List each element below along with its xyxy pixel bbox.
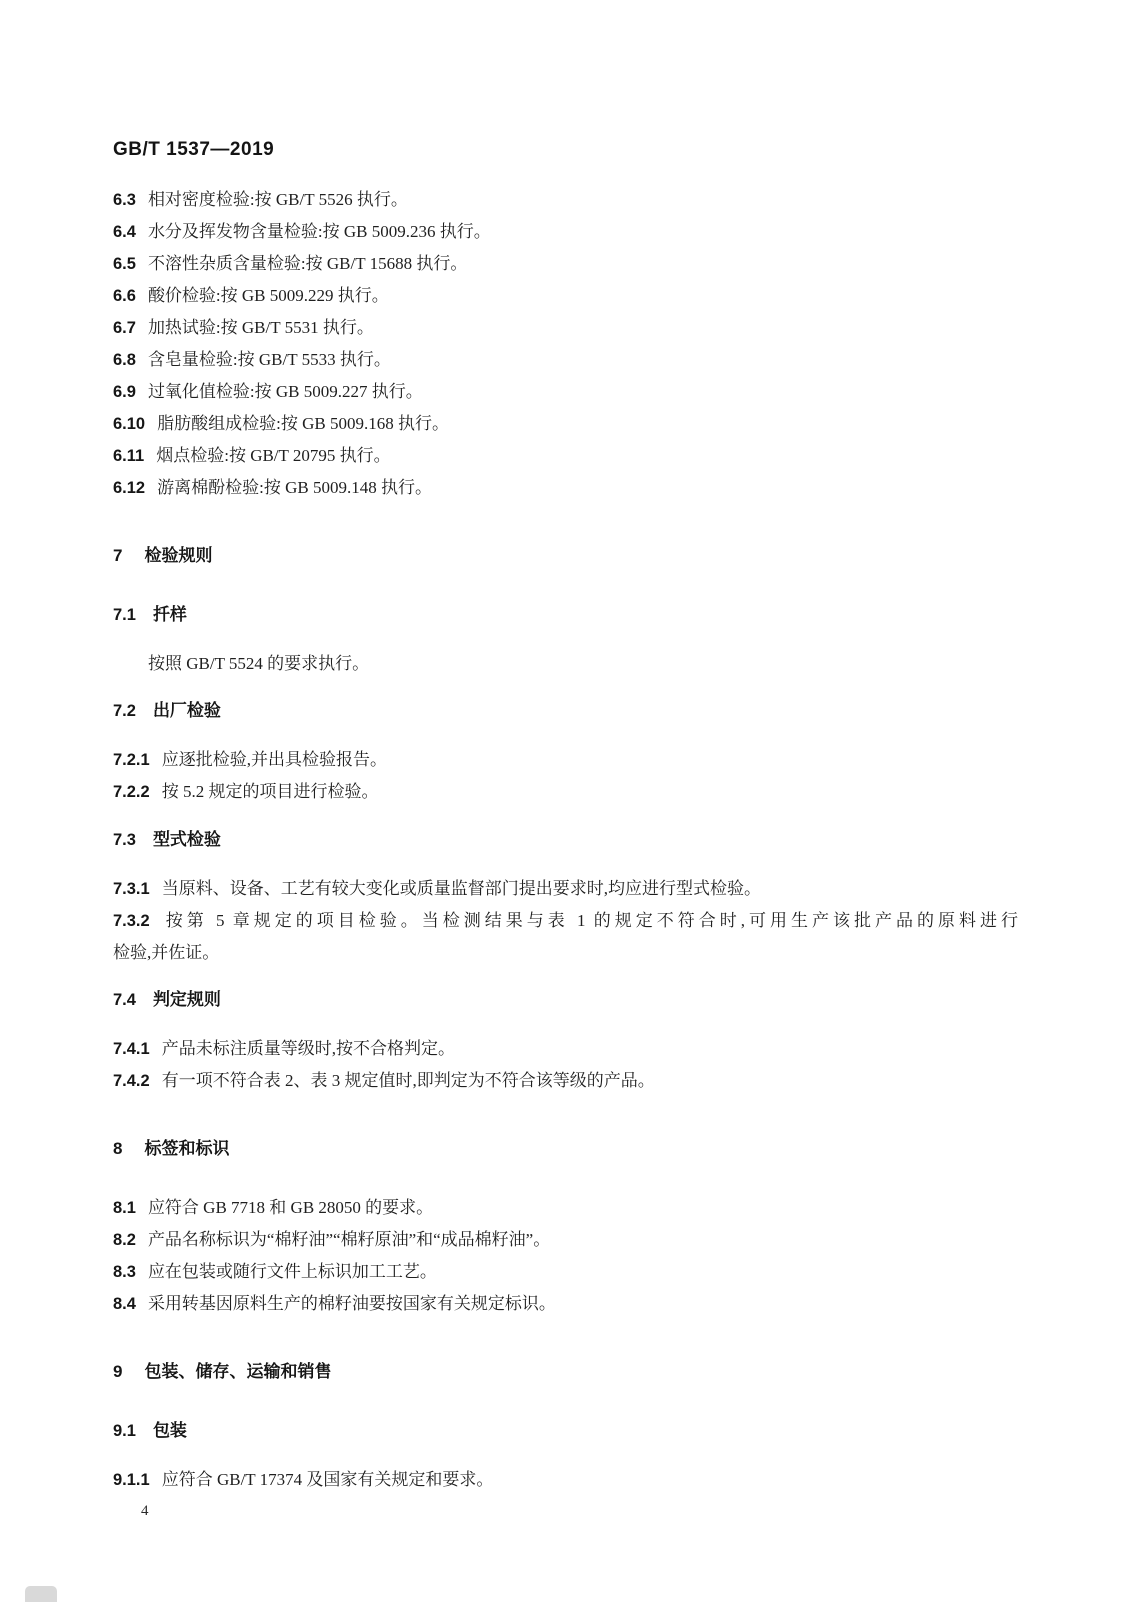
clause-number: 6.11 <box>113 447 145 465</box>
clause-text: 脂肪酸组成检验:按 GB 5009.168 执行。 <box>157 414 449 433</box>
clause-number: 8.2 <box>113 1231 136 1249</box>
clause-8-4 <box>113 1288 1018 1320</box>
clause-text: 检验规则 <box>144 546 213 565</box>
clause-number: 9.1 <box>113 1422 136 1440</box>
clause-text: 出厂检验 <box>152 701 221 720</box>
clause-number: 7.2.1 <box>113 751 150 769</box>
clause-number: 6.8 <box>113 351 136 369</box>
subsection-heading-7-3 <box>113 824 1018 856</box>
clause-number: 8.3 <box>113 1263 136 1281</box>
clause-text: 应在包装或随行文件上标识加工工艺。 <box>147 1262 437 1281</box>
clause-number: 9 <box>113 1362 123 1381</box>
clause-6-9 <box>113 376 1018 408</box>
clause-text: 按照 GB/T 5524 的要求执行。 <box>148 654 370 673</box>
subsection-heading-7-4 <box>113 984 1018 1016</box>
clause-number: 7.3.1 <box>113 880 150 898</box>
clause-text: 产品名称标识为“棉籽油”“棉籽原油”和“成品棉籽油”。 <box>147 1230 551 1249</box>
clause-text: 包装、储存、运输和销售 <box>144 1362 332 1381</box>
clause-text: 应符合 GB/T 17374 及国家有关规定和要求。 <box>161 1470 494 1489</box>
subsection-heading-9-1 <box>113 1415 1018 1447</box>
clause-number: 7.2.2 <box>113 783 150 801</box>
clause-9-1-1 <box>113 1464 1018 1496</box>
clause-number: 8.1 <box>113 1199 136 1217</box>
clause-number: 7.3.2 <box>113 912 150 930</box>
clause-number: 6.12 <box>113 479 146 497</box>
clause-text: 当原料、设备、工艺有较大变化或质量监督部门提出要求时,均应进行型式检验。 <box>161 879 761 898</box>
clause-6-3 <box>113 184 1018 216</box>
page-number: 4 <box>141 1503 149 1519</box>
clause-8-2 <box>113 1224 1018 1256</box>
clause-6-8 <box>113 344 1018 376</box>
clause-text: 型式检验 <box>152 830 221 849</box>
clause-text: 加热试验:按 GB/T 5531 执行。 <box>147 318 374 337</box>
clause-text: 不溶性杂质含量检验:按 GB/T 15688 执行。 <box>147 254 468 273</box>
section-heading-9 <box>113 1356 1018 1387</box>
clause-7-3-2 <box>113 905 1018 968</box>
section-heading-7 <box>113 540 1018 571</box>
clause-text: 采用转基因原料生产的棉籽油要按国家有关规定标识。 <box>147 1294 556 1313</box>
clause-6-6 <box>113 280 1018 312</box>
clause-text: 判定规则 <box>152 990 221 1009</box>
clause-number: 6.5 <box>113 255 136 273</box>
clause-number: 6.4 <box>113 223 136 241</box>
clause-7-3-1 <box>113 873 1018 905</box>
clause-number: 6.3 <box>113 191 136 209</box>
clause-text: 含皂量检验:按 GB/T 5533 执行。 <box>147 350 391 369</box>
subsection-heading-7-1 <box>113 599 1018 631</box>
clause-number: 7.4.1 <box>113 1040 150 1058</box>
clause-text: 烟点检验:按 GB/T 20795 执行。 <box>156 446 391 465</box>
content <box>113 184 1018 1496</box>
clause-text: 包装 <box>152 1421 187 1440</box>
clause-text: 过氧化值检验:按 GB 5009.227 执行。 <box>147 382 423 401</box>
clause-number: 8 <box>113 1139 123 1158</box>
clause-text: 按第 5 章规定的项目检验。当检测结果与表 1 的规定不符合时,可用生产该批产品的原料进行 <box>161 911 1018 930</box>
clause-number: 6.9 <box>113 383 136 401</box>
clause-6-12 <box>113 472 1018 504</box>
clause-number: 7.2 <box>113 702 136 720</box>
clause-number: 6.6 <box>113 287 136 305</box>
clause-6-10 <box>113 408 1018 440</box>
clause-number: 7.1 <box>113 606 136 624</box>
clause-7-4-2 <box>113 1065 1018 1097</box>
section-heading-8 <box>113 1133 1018 1164</box>
clause-8-1 <box>113 1192 1018 1224</box>
clause-line-continuation <box>113 937 1018 968</box>
clause-6-5 <box>113 248 1018 280</box>
clause-text: 应符合 GB 7718 和 GB 28050 的要求。 <box>147 1198 434 1217</box>
clause-text: 检验,并佐证。 <box>113 943 220 962</box>
clause-text: 有一项不符合表 2、表 3 规定值时,即判定为不符合该等级的产品。 <box>161 1071 655 1090</box>
clause-text: 扦样 <box>152 605 187 624</box>
body-paragraph <box>113 648 1018 679</box>
clause-8-3 <box>113 1256 1018 1288</box>
clause-text: 产品未标注质量等级时,按不合格判定。 <box>161 1039 455 1058</box>
clause-6-7 <box>113 312 1018 344</box>
clause-number: 9.1.1 <box>113 1471 150 1489</box>
clause-7-4-1 <box>113 1033 1018 1065</box>
clause-number: 6.10 <box>113 415 146 433</box>
clause-number: 6.7 <box>113 319 136 337</box>
clause-7-2-1 <box>113 744 1018 776</box>
clause-text: 酸价检验:按 GB 5009.229 执行。 <box>147 286 389 305</box>
clause-text: 相对密度检验:按 GB/T 5526 执行。 <box>147 190 408 209</box>
subsection-heading-7-2 <box>113 695 1018 727</box>
clause-6-4 <box>113 216 1018 248</box>
clause-number: 7.3 <box>113 831 136 849</box>
clause-7-2-2 <box>113 776 1018 808</box>
clause-line <box>113 905 1018 937</box>
clause-text: 按 5.2 规定的项目进行检验。 <box>161 782 379 801</box>
clause-number: 7.4 <box>113 991 136 1009</box>
clause-text: 应逐批检验,并出具检验报告。 <box>161 750 387 769</box>
clause-6-11 <box>113 440 1018 472</box>
clause-text: 游离棉酚检验:按 GB 5009.148 执行。 <box>157 478 432 497</box>
clause-number: 7 <box>113 546 123 565</box>
clause-number: 8.4 <box>113 1295 136 1313</box>
clause-text: 水分及挥发物含量检验:按 GB 5009.236 执行。 <box>147 222 491 241</box>
clause-number: 7.4.2 <box>113 1072 150 1090</box>
clause-text: 标签和标识 <box>144 1139 230 1158</box>
standard-code-header: GB/T 1537—2019 <box>113 139 275 160</box>
